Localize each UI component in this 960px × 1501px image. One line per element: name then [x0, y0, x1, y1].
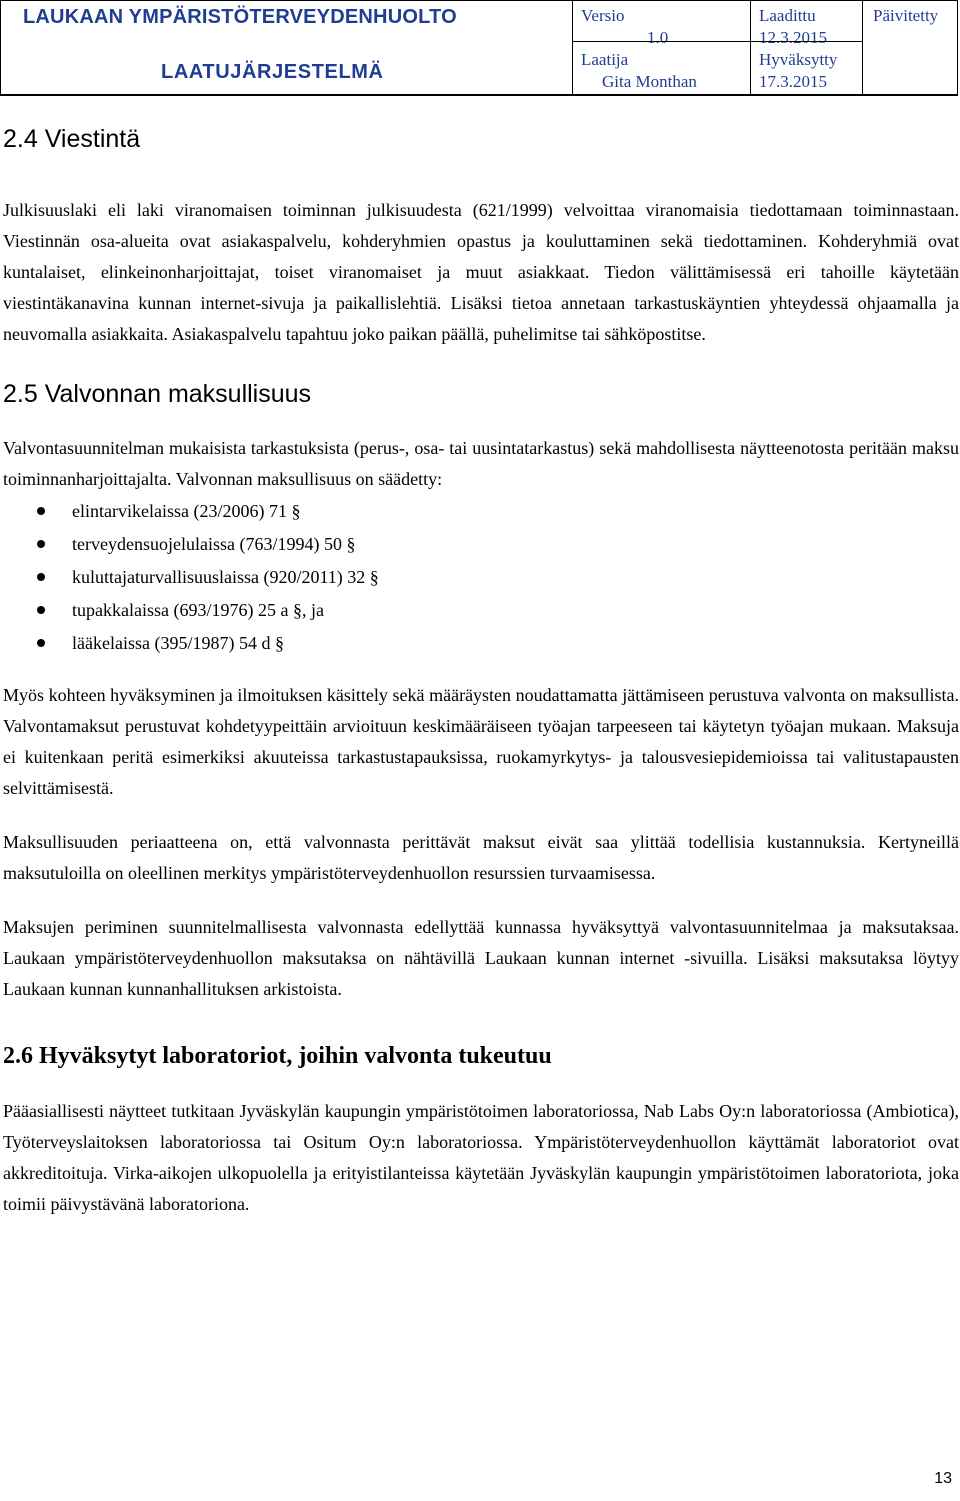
bullet-icon [37, 573, 45, 581]
list-item-text: terveydensuojelulaissa (763/1994) 50 § [72, 534, 356, 554]
created-date: 12.3.2015 [759, 28, 827, 47]
document-body [3, 124, 959, 1220]
bullet-icon [37, 606, 45, 614]
author-label: Laatija [581, 50, 629, 69]
fees-intro-paragraph: Valvontasuunnitelman mukaisista tarkastuksista (perus-, osa- tai uusintatarkastus) sekä mahdollisesta näytteenotosta peritään maksu toiminnanharjoittajalta. Valvonnan maksullisuus on säädetty: [3, 438, 959, 489]
bullet-icon [37, 507, 45, 515]
approved-date: 17.3.2015 [759, 72, 827, 91]
list-item-text: tupakkalaissa (693/1976) 25 a §, ja [72, 600, 324, 620]
fees-paragraph-1: Myös kohteen hyväksyminen ja ilmoituksen käsittely sekä määräysten noudattamatta jättämiseen perustuva valvonta on maksullista. Valvontamaksut perustuvat kohdetyypeittäin arvioituun keskimääräiseen työajan tarpeeseen tai käytetyn työajan mukaan. Maksuja ei kuitenkaan peritä esimerkiksi akuuteissa tarkastustapauksissa, ruokamyrkytys- ja talousvesiepidemioissa tai valitustapausten selvittämisestä. [3, 685, 959, 798]
organization-name: LAUKAAN YMPÄRISTÖTERVEYDENHUOLTO [23, 6, 457, 28]
bullet-icon [37, 639, 45, 647]
laboratories-paragraph: Pääasiallisesti näytteet tutkitaan Jyväskylän kaupungin ympäristötoimen laboratoriossa, Nab Labs Oy:n laboratoriossa (Ambiotica), Työterveyslaitoksen laboratoriossa tai Ositum Oy:n laboratoriossa. Ympäristöterveydenhuollon käyttämät laboratoriot ovat akkreditoituja. Virka-aikojen ulkopuolella ja erityistilanteissa käytetään Jyväskylän kaupungin ympäristötoimen laboratoriota, joka toimii päivystävänä laboratoriona. [3, 1101, 959, 1214]
fee-legislation-list [3, 495, 959, 660]
fees-paragraph-3: Maksujen periminen suunnitelmallisesta valvonnasta edellyttää kunnassa hyväksyttyä valvontasuunnitelmaa ja maksutaksaa. Laukaan ympäristöterveydenhuollon maksutaksa on nähtävillä Laukaan kunnan internet -sivuilla. Lisäksi maksutaksa löytyy Laukaan kunnan kunnanhallituksen arkistoista. [3, 917, 959, 999]
section-heading-laboratories: 2.6 Hyväksytyt laboratoriot, joihin valvonta tukeutuu [3, 1043, 552, 1069]
author-value: Gita Monthan [602, 72, 697, 91]
approved-label: Hyväksytty [759, 50, 838, 69]
list-item [3, 495, 959, 528]
list-item [3, 594, 959, 627]
updated-label: Päivitetty [873, 6, 939, 25]
list-item [3, 528, 959, 561]
version-value: 1.0 [647, 28, 669, 47]
list-item [3, 561, 959, 594]
quality-system-title: LAATUJÄRJESTELMÄ [161, 61, 384, 83]
version-label: Versio [581, 6, 625, 25]
page-number: 13 [934, 1470, 952, 1487]
fees-paragraph-2: Maksullisuuden periaatteena on, että valvonnasta perittävät maksut eivät saa ylittää todellisia kustannuksia. Kertyneillä maksutuloilla on oleellinen merkitys ympäristöterveydenhuollon resurssien turvaamisessa. [3, 832, 959, 883]
communication-paragraph: Julkisuuslaki eli laki viranomaisen toiminnan julkisuudesta (621/1999) velvoittaa viranomaisia tiedottamaan toiminnastaan. Viestinnän osa-alueita ovat asiakaspalvelu, kohderyhmien opastus ja kouluttaminen sekä tiedottaminen. Kohderyhmiä ovat kuntalaiset, elinkeinonharjoittajat, toiset viranomaiset ja muut asiakkaat. Tiedon välittämisessä eri tahoille käytetään viestintäkanavina kunnan internet-sivuja ja paikallislehtiä. Lisäksi tietoa annetaan tarkastuskäyntien yhteydessä ohjaamalla ja neuvomalla asiakkaita. Asiakaspalvelu tapahtuu joko paikan päällä, puhelimitse tai sähköpostitse. [3, 200, 959, 344]
bullet-icon [37, 540, 45, 548]
list-item-text: kuluttajaturvallisuuslaissa (920/2011) 32 § [72, 567, 379, 587]
header-version-author-cell [573, 1, 751, 94]
list-item-text: elintarvikelaissa (23/2006) 71 § [72, 501, 301, 521]
header-updated-cell [863, 1, 957, 94]
header-divider [573, 41, 863, 42]
created-label: Laadittu [759, 6, 816, 25]
list-item [3, 627, 959, 660]
document-header [0, 0, 958, 96]
section-heading-communication: 2.4 Viestintä [3, 125, 141, 153]
list-item-text: lääkelaissa (395/1987) 54 d § [72, 633, 284, 653]
section-heading-fees: 2.5 Valvonnan maksullisuus [3, 380, 312, 408]
header-title-cell [1, 1, 573, 94]
header-dates-cell [751, 1, 863, 94]
